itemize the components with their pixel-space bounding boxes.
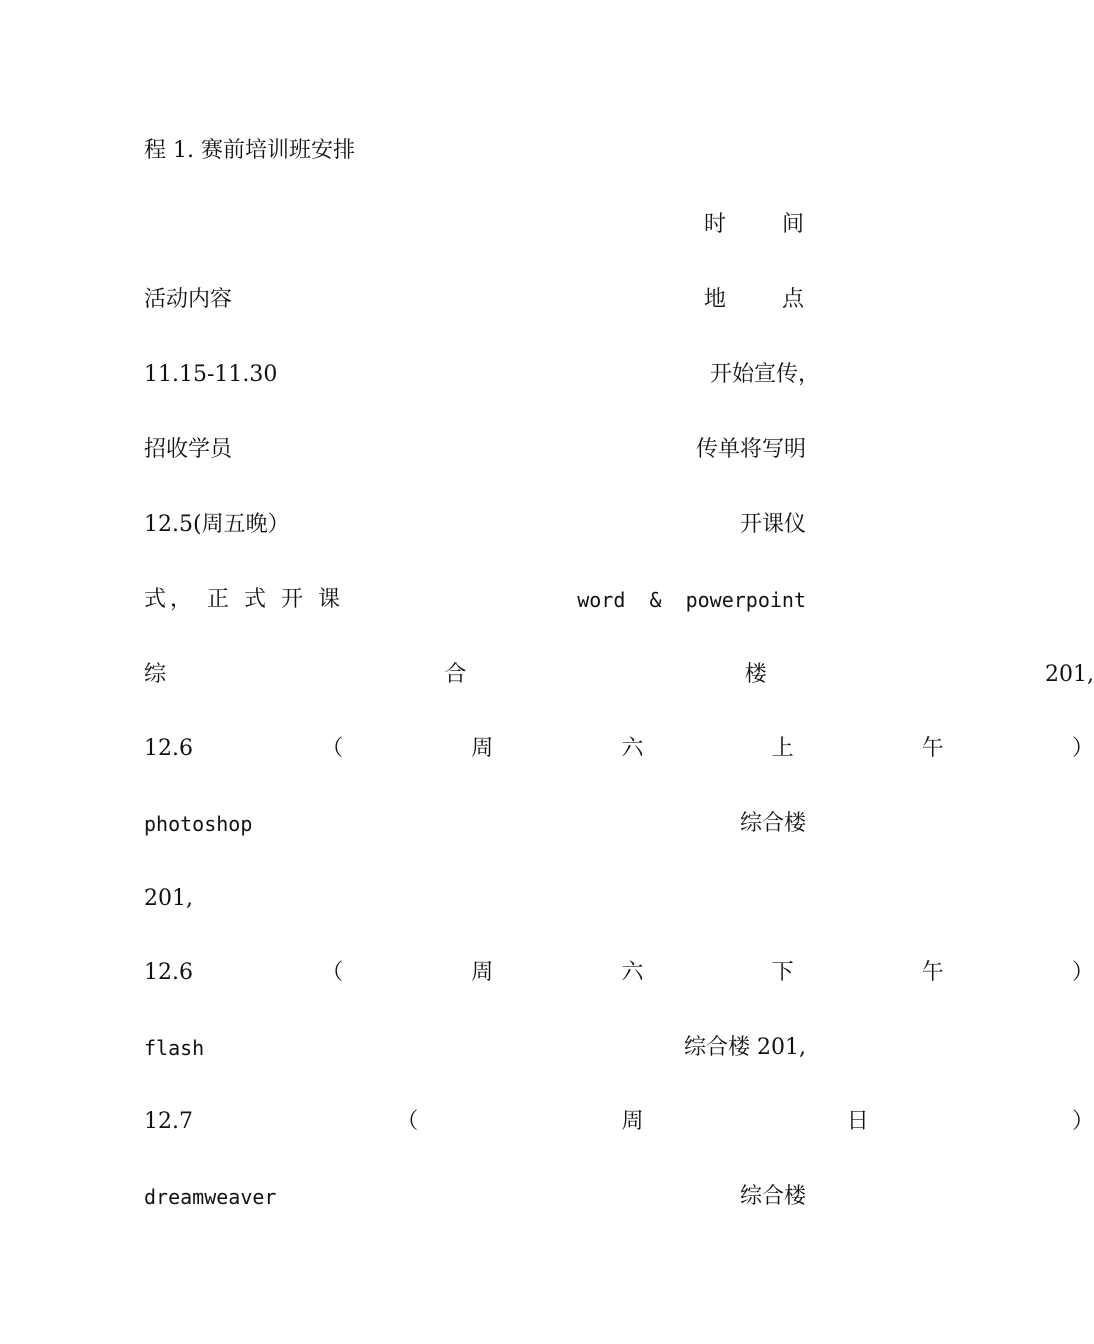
spread-item: 201, bbox=[1044, 662, 1094, 687]
line-sunday bbox=[144, 1106, 1094, 1138]
spread-item: 周 bbox=[471, 960, 494, 985]
opening-ceremony-text: 开课仪 bbox=[739, 512, 806, 537]
spread-item: 日 bbox=[846, 1109, 869, 1134]
spread-item: 综 bbox=[144, 662, 167, 687]
spread-item: ） bbox=[1071, 736, 1094, 761]
location-char-1: 地 bbox=[704, 287, 727, 312]
line-time-header bbox=[144, 209, 806, 241]
spread-item: 午 bbox=[921, 736, 944, 761]
dreamweaver-location: 综合楼 bbox=[739, 1184, 806, 1209]
spread-item: 周 bbox=[621, 1109, 644, 1134]
line-flash bbox=[144, 1032, 806, 1064]
section-heading bbox=[144, 135, 806, 167]
spread-item: 12.6 bbox=[144, 736, 193, 761]
course-word-ppt: word & powerpoint bbox=[577, 588, 806, 612]
spread-item: （ bbox=[321, 736, 344, 761]
line-room-201 bbox=[144, 883, 806, 915]
spread-item: 下 bbox=[771, 960, 794, 985]
dreamweaver-text: dreamweaver bbox=[144, 1185, 277, 1209]
spread-item: 六 bbox=[621, 736, 644, 761]
spread-item: ） bbox=[1071, 960, 1094, 985]
spread-item: （ bbox=[321, 960, 344, 985]
heading-text: 程 1. 赛前培训班安排 bbox=[144, 138, 355, 163]
line-date-range bbox=[144, 359, 820, 391]
line-opening-date bbox=[144, 509, 806, 541]
line-sat-afternoon bbox=[144, 957, 1094, 989]
line-photoshop bbox=[144, 808, 806, 840]
photoshop-location: 综合楼 bbox=[739, 811, 806, 836]
flash-text: flash bbox=[144, 1036, 205, 1060]
formal-start-text: 式， 正 式 开 课 bbox=[144, 587, 344, 612]
spread-item: 12.6 bbox=[144, 960, 193, 985]
opening-date-text: 12.5(周五晚） bbox=[144, 512, 290, 537]
flash-location: 综合楼 201, bbox=[684, 1035, 806, 1060]
line-dreamweaver bbox=[144, 1181, 806, 1213]
recruit-text: 招收学员 bbox=[144, 437, 233, 462]
spread-item: 12.7 bbox=[144, 1109, 193, 1134]
activity-label: 活动内容 bbox=[144, 287, 233, 312]
date-range-text: 11.15-11.30 bbox=[144, 362, 278, 387]
flyer-text: 传单将写明 bbox=[695, 437, 806, 462]
line-building-201 bbox=[144, 659, 1094, 691]
line-activity-header bbox=[144, 284, 806, 316]
spread-item: （ bbox=[396, 1109, 419, 1134]
spread-item: 上 bbox=[771, 736, 794, 761]
spread-item: 午 bbox=[921, 960, 944, 985]
spread-item: 合 bbox=[444, 662, 467, 687]
line-sat-morning bbox=[144, 733, 1094, 765]
start-promotion-text: 开始宣传， bbox=[709, 362, 820, 387]
line-formal-start bbox=[144, 584, 806, 616]
room-text: 201, bbox=[144, 886, 193, 911]
time-char-2: 间 bbox=[782, 212, 805, 237]
spread-item: 周 bbox=[471, 736, 494, 761]
spread-item: 楼 bbox=[744, 662, 767, 687]
location-char-2: 点 bbox=[782, 287, 805, 312]
photoshop-text: photoshop bbox=[144, 812, 253, 836]
time-char-1: 时 bbox=[704, 212, 727, 237]
line-recruit bbox=[144, 434, 806, 466]
spread-item: ） bbox=[1071, 1109, 1094, 1134]
spread-item: 六 bbox=[621, 960, 644, 985]
